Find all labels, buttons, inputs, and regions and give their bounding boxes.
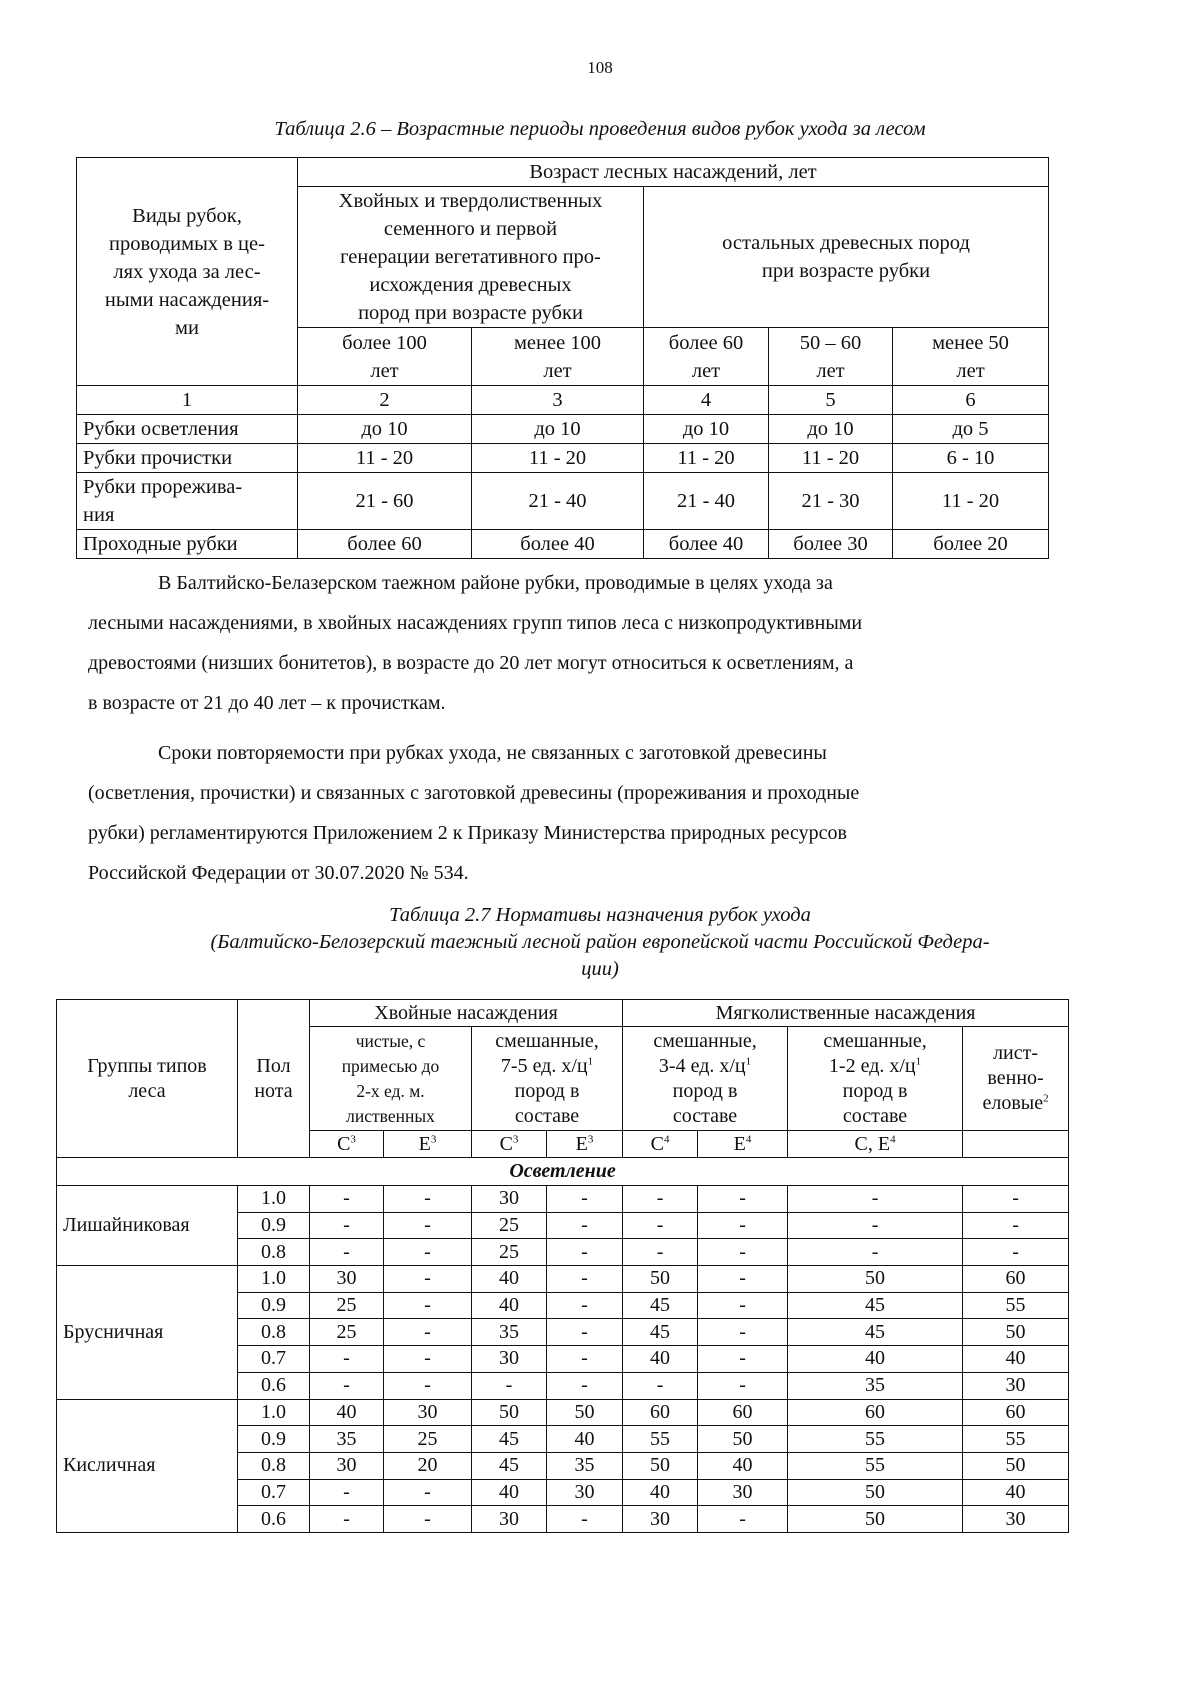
table-cell: - (384, 1319, 472, 1346)
table-cell: - (623, 1239, 698, 1266)
forest-type-group: Лишайниковая (57, 1186, 238, 1266)
col-empty (963, 1131, 1069, 1158)
table-cell: - (384, 1212, 472, 1239)
table-cell: 25 (472, 1239, 547, 1266)
table-cell: 50 (963, 1452, 1069, 1479)
table-cell: 60 (963, 1399, 1069, 1426)
table-cell: 21 - 30 (769, 473, 893, 530)
table-row (77, 415, 1049, 444)
column-number: 5 (769, 386, 893, 415)
subheader-mixed-7-5: смешанные, 7-5 ед. $х/ц^1$ пород в составе (472, 1027, 623, 1131)
density-cell: 0.6 (238, 1372, 310, 1399)
table-cell: 55 (788, 1452, 963, 1479)
table-cell: 11 - 20 (472, 444, 644, 473)
table-cell: более 30 (769, 530, 893, 559)
col-pine: $С^3$ (310, 1131, 384, 1158)
table-cell: до 10 (644, 415, 769, 444)
subheader-age: менее 50 лет (893, 328, 1049, 386)
density-cell: 0.8 (238, 1319, 310, 1346)
table-cell: 35 (310, 1426, 384, 1453)
header-forest-type-groups: Группы типов леса (57, 1000, 238, 1158)
table-cell: - (547, 1292, 623, 1319)
table-cell: 25 (310, 1319, 384, 1346)
table-cell: - (547, 1506, 623, 1533)
table-cell: 50 (623, 1452, 698, 1479)
table-cell: - (623, 1372, 698, 1399)
table-cell: 55 (963, 1426, 1069, 1453)
table-2-7-body (57, 1186, 1069, 1533)
table-cell: 40 (472, 1266, 547, 1293)
table-cell: 30 (472, 1506, 547, 1533)
table-cell: - (384, 1346, 472, 1373)
table-cell: - (698, 1292, 788, 1319)
table-cell: - (310, 1506, 384, 1533)
table-cell: - (788, 1212, 963, 1239)
table-cell: - (310, 1239, 384, 1266)
table-row (57, 1186, 1069, 1213)
table-cell: - (310, 1346, 384, 1373)
header-density: Пол нота (238, 1000, 310, 1158)
table-cell: 11 - 20 (644, 444, 769, 473)
density-cell: 1.0 (238, 1399, 310, 1426)
header-cutting-types: Виды рубок, проводимых в це- лях ухода за лес- ными насаждения- ми (77, 158, 298, 386)
table-cell: 40 (472, 1292, 547, 1319)
table-cell: до 10 (769, 415, 893, 444)
table-cell: - (698, 1186, 788, 1213)
table-cell: 30 (623, 1506, 698, 1533)
table-cell: - (310, 1479, 384, 1506)
table-cell: - (623, 1186, 698, 1213)
table-cell: - (310, 1372, 384, 1399)
table-cell: до 10 (298, 415, 472, 444)
table-cell: - (698, 1506, 788, 1533)
table-cell: 50 (963, 1319, 1069, 1346)
table-cell: 40 (788, 1346, 963, 1373)
col-pine-spruce: С, $Е^4$ (788, 1131, 963, 1158)
table-cell: 50 (698, 1426, 788, 1453)
density-cell: 0.9 (238, 1212, 310, 1239)
table-cell: 35 (788, 1372, 963, 1399)
table-cell: более 60 (298, 530, 472, 559)
table-cell: 50 (788, 1266, 963, 1293)
cutting-type: Рубки прорежива- ния (77, 473, 298, 530)
table-cell: - (698, 1266, 788, 1293)
table-cell: до 5 (893, 415, 1049, 444)
table-cell: 11 - 20 (893, 473, 1049, 530)
table-cell: 40 (698, 1452, 788, 1479)
subheader-pure: чистые, с примесью до 2-х ед. м. лиственных (310, 1027, 472, 1131)
table-cell: 50 (623, 1266, 698, 1293)
density-cell: 0.8 (238, 1239, 310, 1266)
table-cell: 50 (472, 1399, 547, 1426)
table-cell: 25 (310, 1292, 384, 1319)
table-cell: 45 (472, 1426, 547, 1453)
col-pine: $С^4$ (623, 1131, 698, 1158)
table-cell: 20 (384, 1452, 472, 1479)
header-conifer-hardwood: Хвойных и твердолиственных семенного и первой генерации вегетативного про- исхождения древесных пород при возрасте рубки (298, 187, 644, 328)
subheader-age: более 60 лет (644, 328, 769, 386)
table-cell: 30 (547, 1479, 623, 1506)
page-number: 108 (587, 58, 613, 77)
col-spruce: $Е^4$ (698, 1131, 788, 1158)
table-cell: 40 (472, 1479, 547, 1506)
table-cell: - (698, 1346, 788, 1373)
table-cell: - (698, 1319, 788, 1346)
forest-type-group: Кисличная (57, 1399, 238, 1532)
table-cell: - (384, 1266, 472, 1293)
table-cell: 45 (788, 1319, 963, 1346)
table-cell: 30 (472, 1346, 547, 1373)
table-cell: 60 (963, 1266, 1069, 1293)
subheader-age: 50 – 60 лет (769, 328, 893, 386)
subheader-mixed-1-2: смешанные, 1-2 ед. $х/ц^1$ пород в составе (788, 1027, 963, 1131)
table-cell: 60 (698, 1399, 788, 1426)
header-conifer-stands: Хвойные насаждения (310, 1000, 623, 1027)
col-spruce: $Е^3$ (384, 1131, 472, 1158)
header-stand-age: Возраст лесных насаждений, лет (298, 158, 1049, 187)
density-cell: 0.9 (238, 1292, 310, 1319)
table-2-7 (56, 999, 1069, 1533)
density-cell: 0.8 (238, 1452, 310, 1479)
table-cell: - (698, 1212, 788, 1239)
forest-type-group: Брусничная (57, 1266, 238, 1399)
table-cell: - (547, 1186, 623, 1213)
column-number: 3 (472, 386, 644, 415)
subheader-age: менее 100 лет (472, 328, 644, 386)
table-cell: - (547, 1372, 623, 1399)
table-cell: - (547, 1319, 623, 1346)
table-cell: - (963, 1239, 1069, 1266)
table-cell: 21 - 40 (472, 473, 644, 530)
table-cell: 45 (623, 1292, 698, 1319)
table-cell: 30 (698, 1479, 788, 1506)
col-spruce: $Е^3$ (547, 1131, 623, 1158)
table-cell: 25 (472, 1212, 547, 1239)
header-softwood-stands: Мягколиственные насаждения (623, 1000, 1069, 1027)
table-row (57, 1266, 1069, 1293)
table-cell: - (623, 1212, 698, 1239)
table-cell: - (963, 1212, 1069, 1239)
table-cell: 30 (310, 1266, 384, 1293)
table-cell: 50 (547, 1399, 623, 1426)
table-cell: - (384, 1186, 472, 1213)
column-number: 6 (893, 386, 1049, 415)
table-cell: - (547, 1212, 623, 1239)
table-2-7-caption: Таблица 2.7 Нормативы назначения рубок ухода (Балтийско-Белозерский таежный лесной район европейской части Российской Федера- ции) (210, 904, 990, 980)
table-cell: 40 (310, 1399, 384, 1426)
table-cell: 55 (963, 1292, 1069, 1319)
table-cell: - (698, 1372, 788, 1399)
density-cell: 0.6 (238, 1506, 310, 1533)
table-cell: - (384, 1372, 472, 1399)
table-2-6 (76, 157, 1049, 559)
table-row (77, 444, 1049, 473)
table-cell: 21 - 60 (298, 473, 472, 530)
subheader-mixed-3-4: смешанные, 3-4 ед. $х/ц^1$ пород в составе (623, 1027, 788, 1131)
paragraph-baltic-region: В Балтийско-Белазерском таежном районе рубки, проводимые в целях ухода за лесными насаждениями, в хвойных насаждениях групп типов леса с низкопродуктивными древостоями (низших бонитетов), в возрасте до 20 лет могут относиться к осветлениям, а в возрасте от 21 до 40 лет – к прочисткам. (88, 572, 863, 714)
table-cell: 40 (963, 1346, 1069, 1373)
table-cell: 30 (472, 1186, 547, 1213)
table-cell: 50 (788, 1506, 963, 1533)
table-cell: - (384, 1506, 472, 1533)
table-cell: до 10 (472, 415, 644, 444)
subheader-age: более 100 лет (298, 328, 472, 386)
column-number: 1 (77, 386, 298, 415)
table-cell: 30 (310, 1452, 384, 1479)
table-cell: - (963, 1186, 1069, 1213)
table-cell: 11 - 20 (769, 444, 893, 473)
table-cell: 55 (788, 1426, 963, 1453)
table-cell: - (472, 1372, 547, 1399)
table-cell: более 40 (644, 530, 769, 559)
paragraph-repeat-periods: Сроки повторяемости при рубках ухода, не связанных с заготовкой древесины (осветления, прочистки) и связанных с заготовкой древесины (прореживания и проходные рубки) регламентируются Приложением 2 к Приказу Министерства природных ресурсов Российской Федерации от 30.07.2020 № 534. (88, 742, 860, 884)
table-cell: - (698, 1239, 788, 1266)
table-cell: - (547, 1266, 623, 1293)
subheader-deciduous-spruce: лист- венно- еловые$^2$ (963, 1027, 1069, 1131)
table-row (77, 473, 1049, 530)
table-cell: 21 - 40 (644, 473, 769, 530)
table-cell: - (310, 1212, 384, 1239)
table-2-6-caption: Таблица 2.6 – Возрастные периоды проведения видов рубок ухода за лесом (274, 118, 926, 140)
table-row (77, 530, 1049, 559)
table-cell: 40 (963, 1479, 1069, 1506)
col-pine: $С^3$ (472, 1131, 547, 1158)
density-cell: 0.7 (238, 1346, 310, 1373)
density-cell: 1.0 (238, 1266, 310, 1293)
table-cell: 60 (623, 1399, 698, 1426)
section-thinning-header: Осветление (57, 1158, 1069, 1186)
table-cell: 40 (547, 1426, 623, 1453)
table-cell: - (310, 1186, 384, 1213)
table-cell: 30 (384, 1399, 472, 1426)
table-cell: более 20 (893, 530, 1049, 559)
table-cell: - (547, 1239, 623, 1266)
table-cell: 40 (623, 1346, 698, 1373)
density-cell: 1.0 (238, 1186, 310, 1213)
table-cell: 35 (472, 1319, 547, 1346)
table-row (57, 1399, 1069, 1426)
table-cell: 60 (788, 1399, 963, 1426)
table-cell: более 40 (472, 530, 644, 559)
table-cell: 45 (472, 1452, 547, 1479)
table-cell: - (384, 1292, 472, 1319)
table-cell: 55 (623, 1426, 698, 1453)
table-cell: 45 (788, 1292, 963, 1319)
table-cell: 30 (963, 1506, 1069, 1533)
table-cell: - (547, 1346, 623, 1373)
cutting-type: Рубки осветления (77, 415, 298, 444)
column-numbers-row (77, 386, 1049, 415)
table-cell: - (384, 1239, 472, 1266)
table-cell: 40 (623, 1479, 698, 1506)
table-cell: - (384, 1479, 472, 1506)
cutting-type: Проходные рубки (77, 530, 298, 559)
table-cell: 35 (547, 1452, 623, 1479)
density-cell: 0.7 (238, 1479, 310, 1506)
column-number: 4 (644, 386, 769, 415)
table-cell: 6 - 10 (893, 444, 1049, 473)
table-cell: 50 (788, 1479, 963, 1506)
table-cell: - (788, 1239, 963, 1266)
header-other-species: остальных древесных пород при возрасте рубки (644, 187, 1049, 328)
density-cell: 0.9 (238, 1426, 310, 1453)
table-cell: 11 - 20 (298, 444, 472, 473)
table-cell: - (788, 1186, 963, 1213)
table-cell: 30 (963, 1372, 1069, 1399)
column-number: 2 (298, 386, 472, 415)
cutting-type: Рубки прочистки (77, 444, 298, 473)
table-cell: 25 (384, 1426, 472, 1453)
table-cell: 45 (623, 1319, 698, 1346)
